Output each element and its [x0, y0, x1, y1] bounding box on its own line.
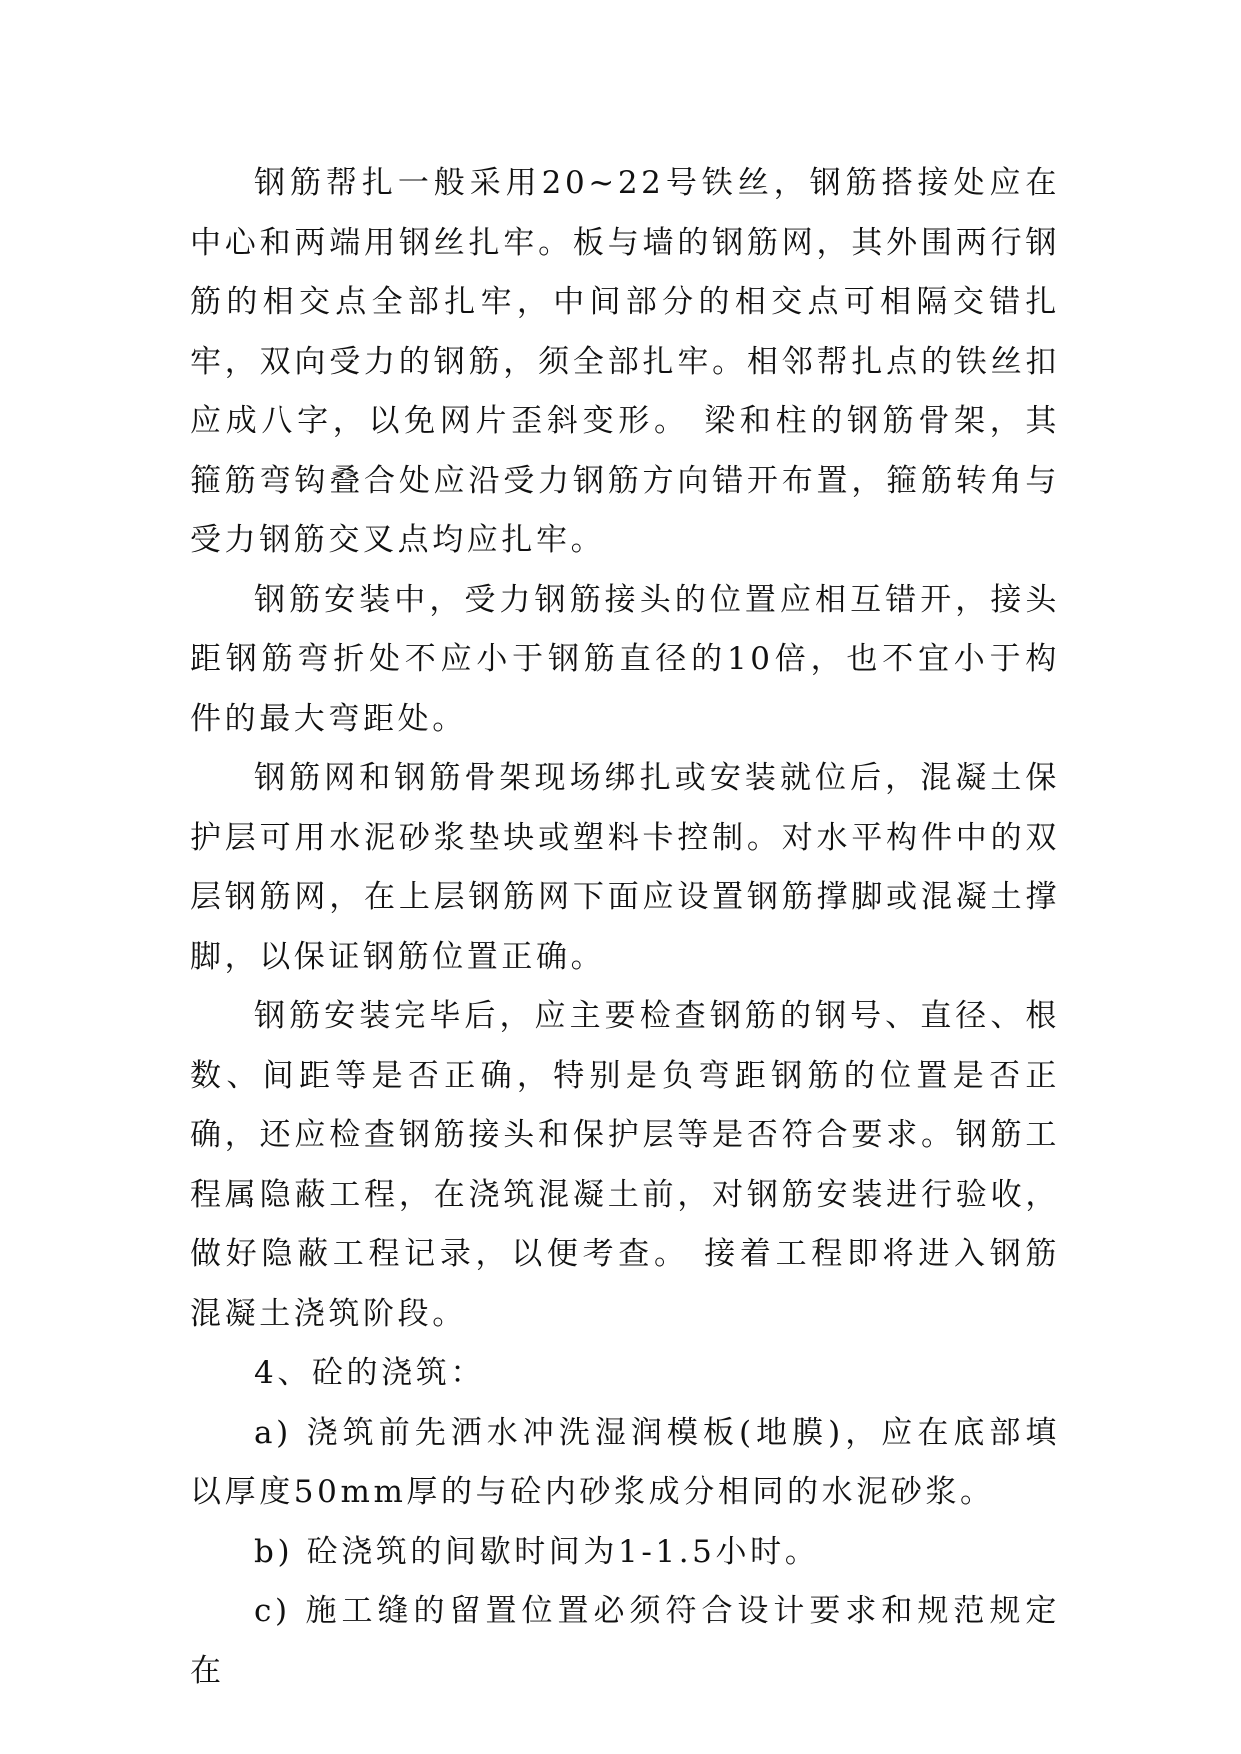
paragraph-rebar-binding: 钢筋帮扎一般采用20~22号铁丝，钢筋搭接处应在中心和两端用钢丝扎牢。板与墙的钢筋网，其外围两行钢筋的相交点全部扎牢，中间部分的相交点可相隔交错扎牢，双向受力的钢筋，须全部扎牢。相邻帮扎点的铁丝扣应成八字，以免网片歪斜变形。 梁和柱的钢筋骨架，其箍筋弯钩叠合处应沿受力钢筋方向错开布置，箍筋转角与受力钢筋交叉点均应扎牢。 [190, 165, 1060, 558]
list-item-c: c) 施工缝的留置位置必须符合设计要求和规范规定在 [190, 1593, 1060, 1689]
document-body [190, 154, 1060, 1701]
list-item-a: a) 浇筑前先洒水冲洗湿润模板(地膜)，应在底部填以厚度50mm厚的与砼内砂浆成分相同的水泥砂浆。 [190, 1414, 1060, 1510]
section-heading-concrete-pouring: 4、砼的浇筑： [254, 1355, 485, 1391]
paragraph-cover-layer: 钢筋网和钢筋骨架现场绑扎或安装就位后，混凝土保护层可用水泥砂浆垫块或塑料卡控制。对水平构件中的双层钢筋网，在上层钢筋网下面应设置钢筋撑脚或混凝土撑脚，以保证钢筋位置正确。 [190, 760, 1060, 975]
paragraph-inspection: 钢筋安装完毕后，应主要检查钢筋的钢号、直径、根数、间距等是否正确，特别是负弯距钢筋的位置是否正确，还应检查钢筋接头和保护层等是否符合要求。钢筋工程属隐蔽工程，在浇筑混凝土前，对钢筋安装进行验收，做好隐蔽工程记录，以便考查。 接着工程即将进入钢筋混凝土浇筑阶段。 [190, 998, 1060, 1332]
paragraph-rebar-joints: 钢筋安装中，受力钢筋接头的位置应相互错开，接头距钢筋弯折处不应小于钢筋直径的10倍，也不宜小于构件的最大弯距处。 [190, 581, 1060, 737]
list-item-b: b) 砼浇筑的间歇时间为1-1.5小时。 [254, 1533, 820, 1570]
